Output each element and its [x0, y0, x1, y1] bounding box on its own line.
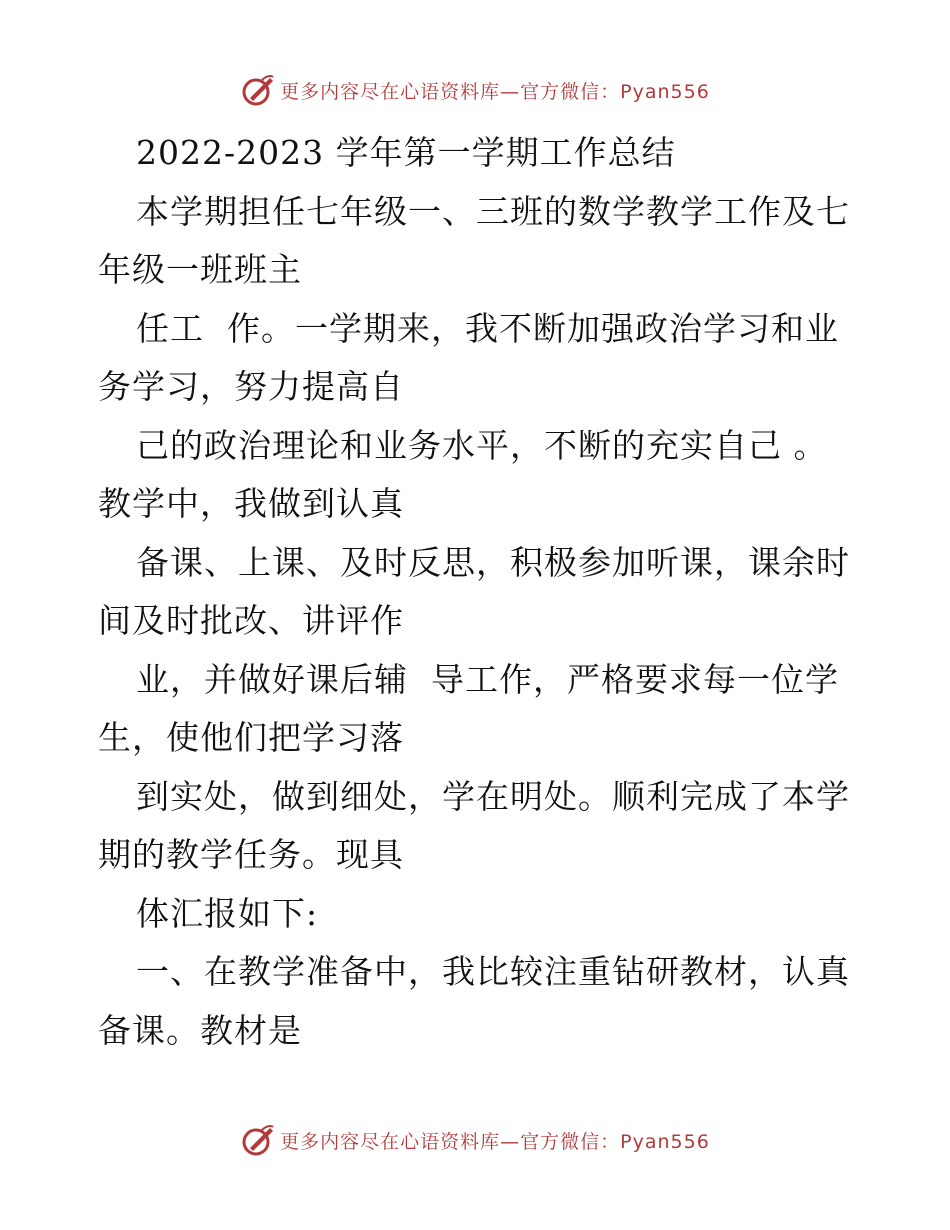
text-line: 教学中，我做到认真 — [98, 484, 404, 523]
text-line: 业，并做好课后辅 导工作，严格要求每一位学 — [136, 659, 839, 699]
text-line: 备课。教材是 — [98, 1010, 302, 1050]
text-line: 任工 作。一学期来，我不断加强政治学习和业 — [136, 308, 839, 348]
watermark-text: 更多内容尽在心语资料库—官方微信：Pyan556 — [280, 1130, 710, 1153]
footer-watermark — [0, 1120, 950, 1160]
quill-seal-icon — [240, 72, 276, 108]
text-line: 务学习，努力提高自 — [98, 367, 404, 406]
text-line: 到实处，做到细处，学在明处。顺利完成了本学 — [136, 776, 850, 816]
document-body — [98, 124, 858, 1060]
watermark-text: 更多内容尽在心语资料库—官方微信：Pyan556 — [280, 80, 710, 103]
text-line: 本学期担任七年级一、三班的数学教学工作及七 — [136, 191, 850, 231]
text-line: 间及时批改、讲评作 — [98, 601, 404, 640]
text-line: 年级一班班主 — [98, 250, 302, 289]
text-line: 生，使他们把学习落 — [98, 718, 404, 757]
text-line: 期的教学任务。现具 — [98, 835, 404, 874]
text-line: 备课、上课、及时反思，积极参加听课，课余时 — [136, 542, 850, 582]
text-line: 己的政治理论和业务水平，不断的充实自己 。 — [136, 425, 828, 465]
document-title: 2022-2023 学年第一学期工作总结 — [136, 133, 676, 172]
quill-seal-icon — [240, 1122, 276, 1158]
text-line: 一、在教学准备中，我比较注重钻研教材，认真 — [136, 952, 850, 991]
text-line: 体汇报如下: — [136, 893, 319, 933]
header-watermark — [0, 70, 950, 110]
